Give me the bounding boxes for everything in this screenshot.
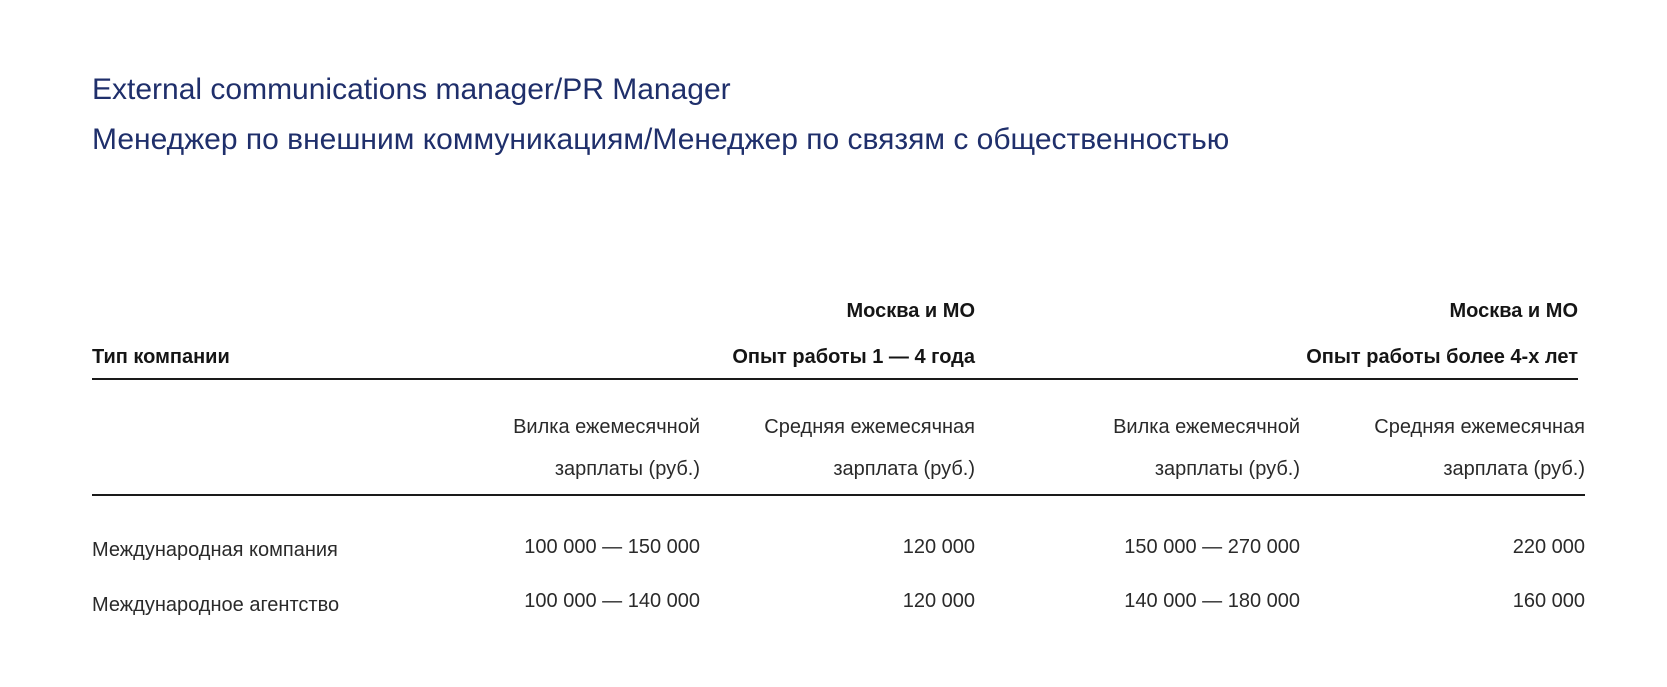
g2-range-subheader-line1: Вилка ежемесячной [1113, 416, 1300, 438]
group2-region: Москва и МО [1449, 300, 1578, 322]
g1-avg-subheader-line2: зарплата (руб.) [833, 458, 975, 480]
row-g1-avg: 120 000 [902, 590, 975, 612]
subheader-divider [92, 494, 1585, 496]
group1-region: Москва и МО [846, 300, 975, 322]
g2-range-subheader-line2: зарплаты (руб.) [1154, 458, 1300, 480]
g1-avg-subheader-line1: Средняя ежемесячная [764, 416, 975, 438]
row-company-type: Международная компания [92, 539, 338, 561]
page-title-en: External communications manager/PR Manager [92, 73, 731, 106]
g2-avg-subheader-line1: Средняя ежемесячная [1374, 416, 1585, 438]
company-type-header: Тип компании [92, 346, 230, 368]
row-g2-avg: 220 000 [1512, 536, 1585, 558]
page-title-ru: Менеджер по внешним коммуникациям/Менеджер по связям с общественностью [92, 123, 1230, 156]
group2-experience: Опыт работы более 4-х лет [1306, 346, 1578, 368]
g1-range-subheader-line2: зарплаты (руб.) [554, 458, 700, 480]
row-g2-range: 140 000 — 180 000 [1124, 590, 1300, 612]
header-divider [92, 378, 1578, 380]
g2-avg-subheader-line2: зарплата (руб.) [1443, 458, 1585, 480]
row-g1-range: 100 000 — 150 000 [524, 536, 700, 558]
group1-experience: Опыт работы 1 — 4 года [732, 346, 975, 368]
row-g1-avg: 120 000 [902, 536, 975, 558]
row-g2-avg: 160 000 [1512, 590, 1585, 612]
g1-range-subheader-line1: Вилка ежемесячной [513, 416, 700, 438]
row-company-type: Международное агентство [92, 594, 340, 616]
row-g2-range: 150 000 — 270 000 [1124, 536, 1300, 558]
row-g1-range: 100 000 — 140 000 [524, 590, 700, 612]
